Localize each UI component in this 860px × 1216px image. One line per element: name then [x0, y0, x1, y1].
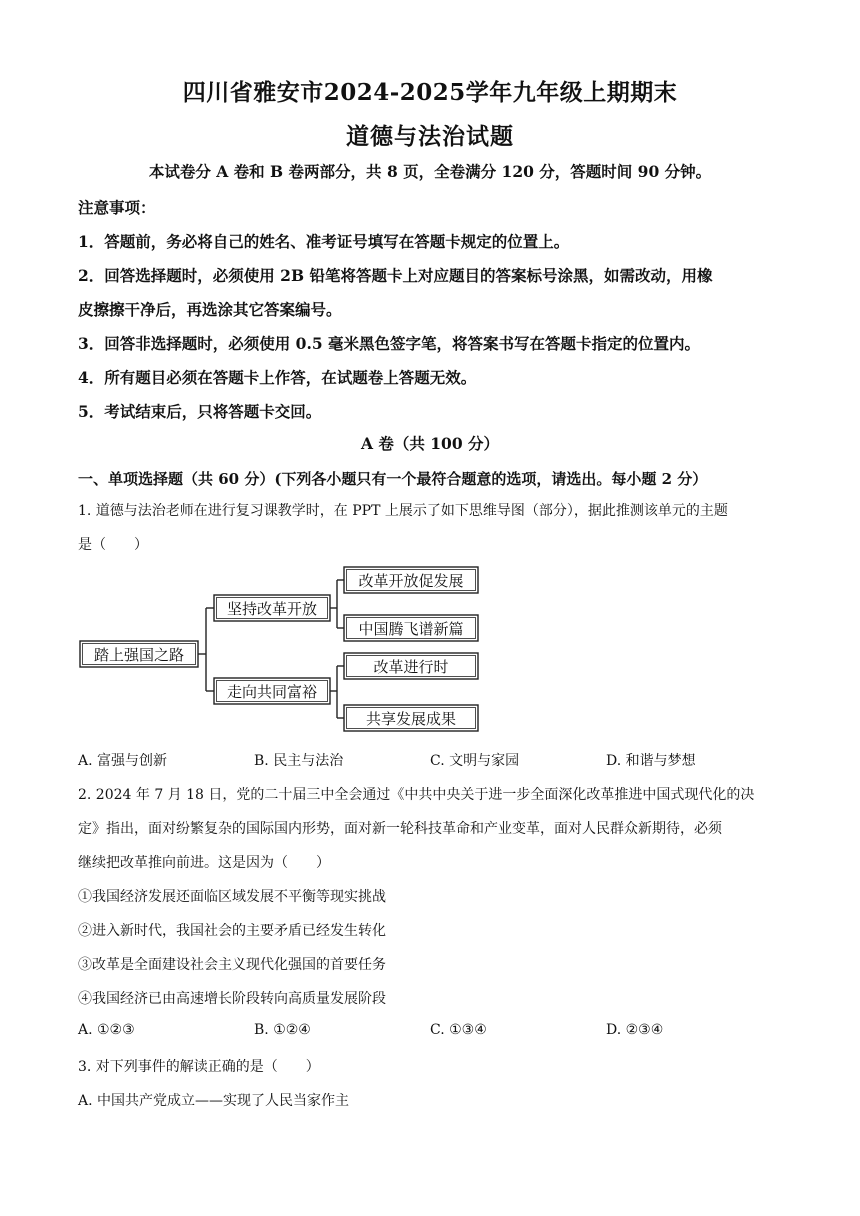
mindmap-leaf-2-label: 中国腾飞谱新篇 — [358, 620, 464, 638]
q2-option-c: C. ①③④ — [430, 1022, 487, 1038]
exam-subtitle: 道德与法治试题 — [346, 123, 514, 150]
mindmap-leaf-4 — [344, 705, 478, 731]
note-3: 3．回答非选择题时，必须使用 0.5 毫米黑色签字笔，将答案书写在答题卡指定的位置内。 — [78, 334, 701, 353]
q2-statement-2: ②进入新时代，我国社会的主要矛盾已经发生转化 — [78, 923, 386, 939]
q2-option-b: B. ①②④ — [254, 1022, 311, 1038]
mindmap-leaf-1-label: 改革开放促发展 — [358, 572, 464, 590]
note-4: 4．所有题目必须在答题卡上作答，在试题卷上答题无效。 — [78, 368, 477, 387]
mindmap-branch1-node — [214, 595, 330, 621]
q1-mindmap — [76, 560, 486, 740]
note-5: 5．考试结束后，只将答题卡交回。 — [78, 402, 322, 421]
q1-option-c: C. 文明与家园 — [430, 753, 520, 769]
mindmap-root-node — [80, 641, 198, 667]
q1-option-a: A. 富强与创新 — [78, 753, 168, 769]
q1-stem-line1: 1. 道德与法治老师在进行复习课教学时，在 PPT 上展示了如下思维导图（部分），据此推测该单元的主题 — [78, 503, 728, 519]
q2-statement-4: ④我国经济已由高速增长阶段转向高质量发展阶段 — [78, 991, 386, 1007]
q3-option-a: A. 中国共产党成立——实现了人民当家作主 — [78, 1093, 350, 1109]
mindmap-leaf-1 — [344, 567, 478, 593]
q2-option-d: D. ②③④ — [606, 1022, 664, 1038]
mindmap-leaf-2 — [344, 615, 478, 641]
q2-stem-line1: 2. 2024 年 7 月 18 日，党的二十届三中全会通过《中共中央关于进一步全面深化改革推进中国式现代化的决 — [78, 787, 755, 803]
q2-statement-3: ③改革是全面建设社会主义现代化强国的首要任务 — [78, 957, 386, 973]
q2-stem-line2: 定》指出，面对纷繁复杂的国际国内形势，面对新一轮科技革命和产业变革，面对人民群众新期待，必须 — [78, 821, 722, 837]
q1-option-d: D. 和谐与梦想 — [606, 753, 696, 769]
note-2-cont: 皮擦擦干净后，再选涂其它答案编号。 — [78, 300, 342, 319]
q2-stem-line3: 继续把改革推向前进。这是因为（ ） — [78, 855, 330, 871]
mindmap-leaf-3-label: 改革进行时 — [373, 658, 449, 676]
q1-stem-line2: 是（ ） — [78, 537, 148, 553]
exam-intro: 本试卷分 A 卷和 B 卷两部分，共 8 页，全卷满分 120 分，答题时间 90 分钟。 — [148, 162, 712, 181]
mindmap-branch2-label: 走向共同富裕 — [226, 683, 318, 701]
section-a-heading: A 卷（共 100 分） — [360, 434, 500, 453]
notes-heading: 注意事项： — [78, 198, 156, 217]
q3-stem: 3. 对下列事件的解读正确的是（ ） — [78, 1059, 320, 1075]
q2-option-a: A. ①②③ — [78, 1022, 135, 1038]
mindmap-branch1-label: 坚持改革开放 — [226, 600, 318, 618]
note-2: 2．回答选择题时，必须使用 2B 铅笔将答题卡上对应题目的答案标号涂黑，如需改动，用橡 — [78, 266, 713, 285]
q1-option-b: B. 民主与法治 — [254, 753, 344, 769]
mindmap-root-label: 踏上强国之路 — [93, 646, 185, 664]
mindmap-branch2-node — [214, 678, 330, 704]
note-1: 1．答题前，务必将自己的姓名、准考证号填写在答题卡规定的位置上。 — [78, 232, 570, 251]
part1-heading: 一、单项选择题（共 60 分）(下列各小题只有一个最符合题意的选项，请选出。每小题 2 分） — [78, 470, 708, 488]
exam-title: 四川省雅安市2024-2025学年九年级上期期末 — [182, 79, 678, 106]
mindmap-leaf-3 — [344, 653, 478, 679]
mindmap-leaf-4-label: 共享发展成果 — [365, 710, 457, 728]
q2-statement-1: ①我国经济发展还面临区域发展不平衡等现实挑战 — [78, 889, 386, 905]
